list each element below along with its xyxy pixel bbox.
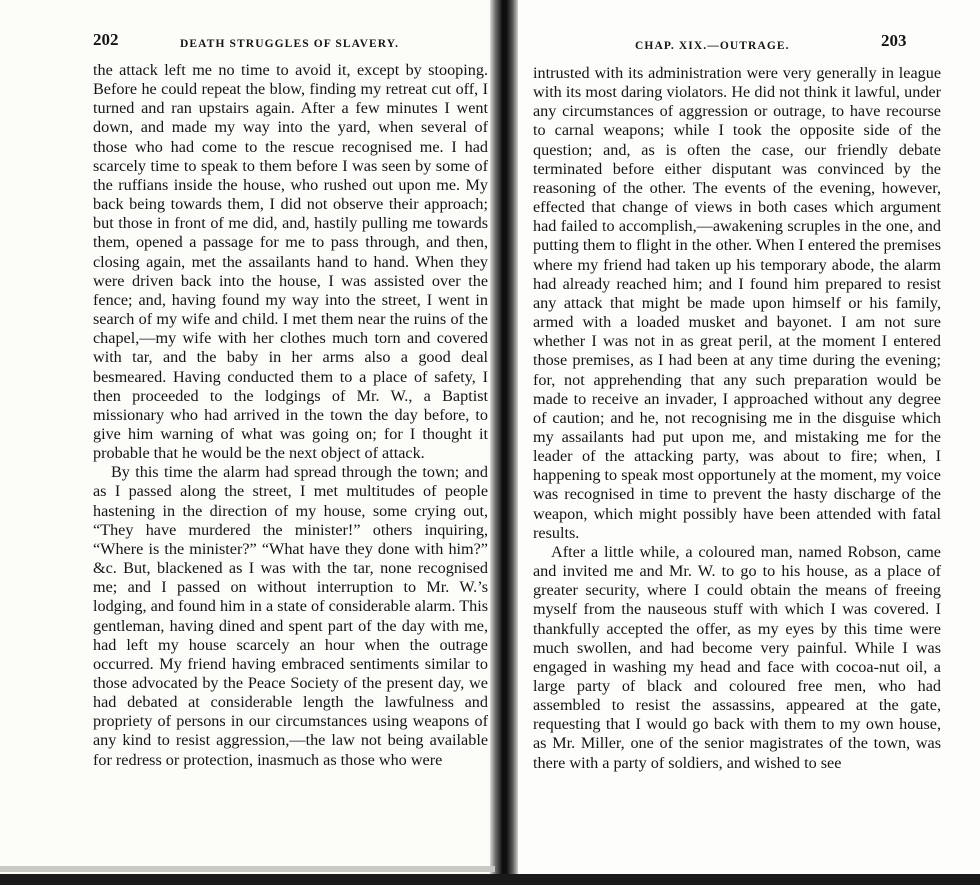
right-page — [513, 0, 980, 885]
scan-bottom-edge — [0, 874, 980, 885]
book-gutter-shadow — [490, 0, 518, 885]
paragraph: intrusted with its administration were very generally in league with its most daring violators. He did not think it lawful, under any circumstances of aggression or outrage, to have recourse to carnal weapons; while I took the opposite side of the question; and, as is often the case, our friendly debate terminated before either disputant was convinced by the reasoning of the other. The events of the evening, however, effected that change of views in both cases which argument had failed to accomplish,—awakening scruples in the one, and putting them to flight in the other. When I entered the premises where my friend had taken up his temporary abode, the alarm had already reached him; and I found him prepared to resist any attack that might be made upon himself or his family, armed with a loaded musket and bayonet. I am not sure whether I was not in as great peril, at the moment I entered those premises, as I had been at any time during the evening; for, not apprehending that any such preparation would be made to receive an invader, I approached without any degree of caution; and he, not recognising me in the disguise which my assailants had put upon me, and mistaking me for the leader of the attacking party, was about to fire; when, I happening to speak most opportunely at the moment, my voice was recognised in time to prevent the hasty discharge of the weapon, which might possibly have been attended with fatal results. — [533, 64, 941, 542]
paragraph: the attack left me no time to avoid it, except by stooping. Before he could repeat the blow, finding my retreat cut off, I turned and ran upstairs again. After a few minutes I went down, and made my way into the yard, when several of those who had come to the rescue recognised me. I had scarcely time to speak to them before I was seen by some of the ruffians inside the house, who rushed out upon me. My back being towards them, I did not observe their approach; but those in front of me did, and, hastily pulling me towards them, opened a passage for me to pass through, and then, closing again, met the assailants hand to hand. When they were driven back into the house, I was assisted over the fence; and, having found my way into the street, I went in search of my wife and child. I met them near the ruins of the chapel,—my wife with her clothes much torn and covered with tar, and the baby in her arms also a good deal besmeared. Having conducted them to a place of safety, I then proceeded to the lodgings of Mr. W., a Baptist missionary who had arrived in the town the day before, to give him warning of what was going on; for I thought it probable that he would be the next object of attack. — [93, 61, 488, 463]
page-number-left: 202 — [93, 30, 119, 49]
running-head-right: CHAP. XIX.—OUTRAGE. — [635, 40, 790, 52]
paragraph: By this time the alarm had spread through the town; and as I passed along the street, I met multitudes of people hastening in the direction of my house, some crying out, “They have murdered the minister!” others inquiring, “Where is the minister?” “What have they done with him?” &c. But, blackened as I was with the tar, none recognised me; and I passed on without interruption to Mr. W.’s lodging, and found him in a state of considerable alarm. This gentleman, having dined and spent part of the day with me, had left my house scarcely an hour when the outrage occurred. My friend having embraced sentiments similar to those advocated by the Peace Society of the present day, we had debated at considerable length the lawfulness and propriety of persons in our circumstances using weapons of any kind to resist aggression,—the law not being available for redress or protection, inasmuch as those who were — [93, 463, 488, 769]
right-page-body — [533, 64, 941, 773]
running-head-left: DEATH STRUGGLES OF SLAVERY. — [180, 38, 400, 50]
left-page-body — [93, 61, 488, 770]
page-edge — [0, 866, 495, 872]
page-number-right: 203 — [881, 31, 907, 50]
paragraph: After a little while, a coloured man, named Robson, came and invited me and Mr. W. to go to his house, as a place of greater security, where I could obtain the means of freeing myself from the nauseous stuff with which I was covered. I thankfully accepted the offer, as my eyes by this time were much swollen, and had become very painful. While I was engaged in washing my head and face with cocoa-nut oil, a large party of black and coloured free men, who had assembled to resist the assassins, appeared at the gate, requesting that I would go back with them to my own house, as Mr. Miller, one of the senior magistrates of the town, was there with a party of soldiers, and wished to see — [533, 542, 941, 772]
